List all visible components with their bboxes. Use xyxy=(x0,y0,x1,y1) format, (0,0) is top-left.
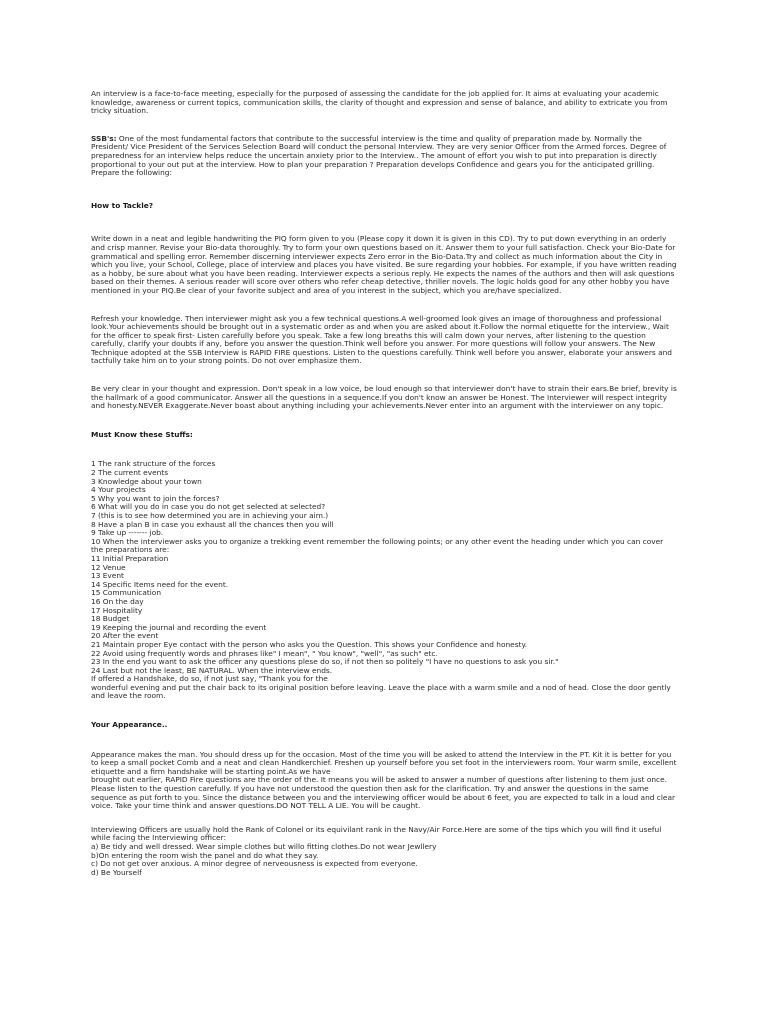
list-item: 17 Hospitality xyxy=(91,605,143,615)
intro-paragraph: An interview is a face-to-face meeting, especially for the purposed of assessing the candidate for the job applied for. It aims at evaluating your academic knowledge, awareness or current topics, communication skills, the clarity of thought and expression and sense of balance, and ability to extricate you from tricky situation. xyxy=(91,89,668,116)
list-item: wonderful evening and put the chair back to its original position before leaving. Leave the place with a warm smile and a nod of head. Close the door gently and leave the room. xyxy=(91,682,671,701)
appearance-paragraph-1a: Appearance makes the man. You should dress up for the occasion. Most of the time you will be asked to attend the Interview in the PT. Kit it is better for you to keep a small pocket Comb and a neat and clean Handkerchief. Freshen up yourself before you set foot in the interviewers room. Your warm smile, excellent etiquette and a firm handshake will be starting point.As we have xyxy=(91,749,677,776)
appearance-paragraph-2: Interviewing Officers are usually hold the Rank of Colonel or its equivilant rank in the Navy/Air Force.Here are some of the tips which you will find it useful while facing the Interviewing officer: xyxy=(91,824,662,843)
list-item: 19 Keeping the journal and recording the event xyxy=(91,622,267,632)
list-item: 6 What will you do in case you do not get selected at selected? xyxy=(91,502,326,512)
list-item: 18 Budget xyxy=(91,614,130,624)
list-item: 8 Have a plan B in case you exhaust all the chances then you will xyxy=(91,519,334,529)
how-to-tackle-heading: How to Tackle? xyxy=(91,200,154,210)
list-item: 9 Take up ------- job. xyxy=(91,528,164,538)
list-item: 11 Initial Preparation xyxy=(91,553,169,563)
list-item: 24 Last but not the least, BE NATURAL. When the interview ends. xyxy=(91,665,333,675)
ssb-lead: SSB's: xyxy=(91,133,117,143)
list-item: 3 Knowledge about your town xyxy=(91,476,202,486)
list-item: 7 (this is to see how determined you are in achieving your aim.) xyxy=(91,511,329,520)
must-know-list xyxy=(91,460,677,701)
appearance-heading: Your Appearance.. xyxy=(91,720,168,730)
list-item: 10 When the interviewer asks you to organize a trekking event remember the following points; or any other event the heading under which you can cover the preparations are: xyxy=(91,536,664,555)
must-know-heading: Must Know these Stuffs: xyxy=(91,429,193,439)
list-item: 14 Specific Items need for the event. xyxy=(91,579,229,589)
list-item: 23 In the end you want to ask the officer any questions plese do so, if not then so politely "I have no questions to ask you sir." xyxy=(91,657,559,667)
list-item: 12 Venue xyxy=(91,562,126,572)
ssb-paragraph xyxy=(91,135,677,178)
list-item: c) Do not get over anxious. A minor degree of nerveousness is expected from everyone. xyxy=(91,859,418,869)
tackle-paragraph-3: Be very clear in your thought and expression. Don't speak in a low voice, be loud enough so that interviewer don't have to strain their ears.Be brief, brevity is the hallmark of a good communicator. Answer all the questions in a sequence.If you don't know an answer be Honest. The Interviewer will respect integrity and honesty.NEVER Exaggerate.Never boast about anything including your achievements.Never enter into an argument with the interviewer on any topic. xyxy=(91,384,677,411)
list-item: 16 On the day xyxy=(91,596,144,606)
list-item: 13 Event xyxy=(91,571,124,581)
list-item: 15 Communication xyxy=(91,588,162,598)
list-item: 2 The current events xyxy=(91,468,169,478)
list-item: 22 Avoid using frequently words and phrases like" I mean", " You know", "well", "as such" etc. xyxy=(91,648,438,658)
list-item: 20 After the event xyxy=(91,631,159,641)
tackle-paragraph-2: Refresh your knowledge. Then interviewer might ask you a few technical questions.A well-groomed look gives an image of thoroughness and professional look.Your achievements should be brought out in a systematic order as and when you are asked about it.Follow the normal etiquette for the interview., Wait for the officer to speak first- Listen carefully before you speak. Take a few long breaths this will calm down your nerves, after listening to the question carefully, clarify your doubts if any, before you answer the question.Think well before you answer. For more questions will follow your answers. The New Technique adopted at the SSB Interview is RAPID FIRE questions. Listen to the questions carefully. Think well before you answer, elaborate your answers and tactfully take him on to your strong points. Do not over emphasize them. xyxy=(91,313,672,366)
tackle-paragraph-1: Write down in a neat and legible handwriting the PIQ form given to you (Please copy it down it is given in this CD). Try to put down everything in an orderly and crisp manner. Revise your Bio-data thoroughly. Try to form your own questions based on it. Answer them to your full satisfaction. Check your Bio-Date for grammatical and spelling error. Remember discerning interviewer expects Zero error in the Bio-Data.Try and collect as much information about the City in which you live, your School, College, place of interview and places you have visited. Be sure regarding your hobbies. For example, if you have written reading as a hobby, be sure about what you have been reading. Interviewer expects a serious reply. He expects the names of the authors and then will ask questions based on their themes. A serious reader will score over others who refer cheap detective, thriller novels. The logic holds good for any other hobby you have mentioned in your PIQ.Be clear of your favorite subject and area of you interest in the subject, which you are/have specialized. xyxy=(91,234,677,295)
list-item: a) Be tidy and well dressed. Wear simple clothes but willo fitting clothes.Do not wear Jewllery xyxy=(91,842,437,851)
ssb-text: One of the most fundamental factors that contribute to the successful interview is the time and quality of preparation made by. Normally the President/ Vice President of the Services Selection Board will conduct the personal Interview. They are very senior Officer from the Armed forces. Degree of preparedness for an interview helps reduce the uncertain anxiety prior to the Interview.. The amount of effort you wish to put into preparation is directly proportional to your out put at the interview. How to plan your preparation ? Preparation develops Confidence and gears you for the anticipated grilling. Prepare the following: xyxy=(91,133,667,178)
list-item: 1 The rank structure of the forces xyxy=(91,459,216,469)
list-item: 4 Your projects xyxy=(91,485,146,495)
list-item: 21 Maintain proper Eye contact with the person who asks you the Question. This shows your Confidence and honesty. xyxy=(91,639,528,649)
appearance-paragraph-1b: brought out earlier, RAPID Fire questions are the order of the. It means you will be asked to answer a number of questions after listening to them just once. Please listen to the question carefully. If you have not understood the question then ask for the clarification. Try and answer the questions in the same sequence as put forth to you. Since the distance between you and the interviewing officer would be about 6 feet, you are expected to talk in a loud and clear voice. Take your time think and answer questions.DO NOT TELL A LIE. You will be caught. xyxy=(91,775,676,811)
document-page xyxy=(91,90,677,877)
list-item: If offered a Handshake, do so, if not just say, "Thank you for the xyxy=(91,674,328,684)
list-item: d) Be Yourself xyxy=(91,867,142,877)
list-item: b)On entering the room wish the panel and do what they say. xyxy=(91,850,319,860)
appearance-tips-list xyxy=(91,843,677,877)
list-item: 5 Why you want to join the forces? xyxy=(91,493,220,503)
